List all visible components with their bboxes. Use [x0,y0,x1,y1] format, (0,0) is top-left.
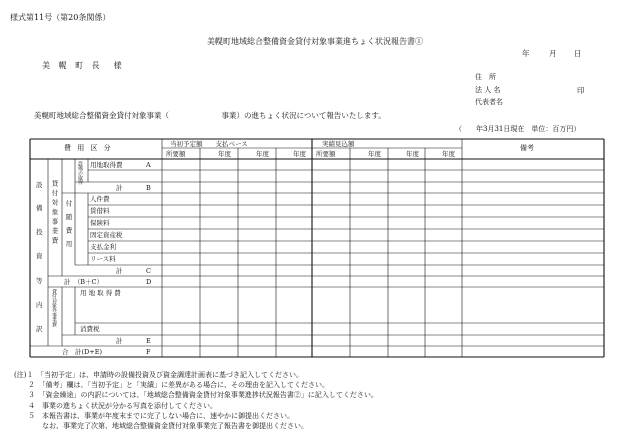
addressee: 美 幌 町 長 様 [42,61,125,70]
date-year-field[interactable]: 年 [522,49,530,58]
row-subtotal-c: 計 [116,267,123,275]
form-number: 様式第11号（第20条関係） [10,13,111,22]
remarks-header: 備考 [520,144,534,152]
ancillary-costs-label: 付随費用 [64,200,73,254]
form-title: 美幌町地域総合整備資金貸付対象事業進ちょく状況報告書① [207,37,423,46]
plan-year2-header: 年度 [256,150,269,158]
cost-category-header: 費 用 区 分 [64,144,113,152]
non-loan-project-cost-label: 貸付対象外事業費 [51,289,57,327]
address-label: 住 所 [475,73,496,81]
initial-plan-header: 当初予定額 支払ベース [170,140,248,148]
side-label-tou2: 等 [36,277,43,285]
side-label-tou: 投 [36,228,43,236]
equipment-acquisition-label: 設備の取得 [77,161,83,185]
note-1: (注)１ 「当初予定」は、申請時の設備投資及び資金調達計画表に基づき記入してください。 [14,371,303,379]
note-3: ３ 「資金繰途」の内訳については、「地域総合整備資金貸付対象事業進捗状況報告書②」に記入してください。 [14,391,378,400]
plan-year3-header: 年度 [293,150,306,158]
note-5: ５ 本報告書は、事業が年度末までに完了しない場合に、速やかに御提出ください。 [14,411,294,420]
row-lease: リース料 [90,255,116,263]
actual-estimate-header: 実績見込額 [322,140,355,148]
representative-label: 代表者名 [475,98,503,106]
side-label-uchi: 内 [36,301,43,309]
side-label-setsu: 設 [36,181,43,189]
notes-section [14,370,378,431]
row-label-d: D [146,278,152,286]
row-sum-bc: 計 （B＋C） [64,278,103,286]
row-label-b: B [146,184,151,192]
plan-total-header: 所要額 [166,150,186,158]
row-consumption-tax: 消費税 [80,325,100,333]
row-labor-cost: 人件費 [90,195,110,203]
row-land-acquisition: 用地取得費 [90,161,123,169]
plan-year1-header: 年度 [218,150,231,158]
row-grand-total: 合 計(D+E) [62,348,102,356]
row-label-e: E [146,337,151,345]
seal-mark: 印 [577,86,585,95]
row-insurance: 保険料 [90,219,110,227]
side-label-bi: 備 [36,204,43,212]
side-label-shi: 資 [36,252,43,260]
row-fixed-asset-tax: 固定資産税 [90,231,123,239]
note-2: ２ 「備考」欄は、「当初予定」と「実績」に差異がある場合に、その理由を記入してください。 [14,381,329,390]
row-subtotal-e: 計 [116,337,123,345]
report-statement: 美幌町地域総合整備資金貸付対象事業（ 事業）の進ちょく状況について報告いたします。 [34,111,386,120]
note-5-continued: なお、事業完了次第、地域総合整備資金貸付対象事業完了報告書を御提出ください。 [14,422,308,431]
row-subtotal-b: 計 [116,184,123,192]
company-name-label: 法 人 名 [475,86,501,94]
actual-year1-header: 年度 [368,150,381,158]
as-of-date-unit: （ 年3月31日現在 単位：百万円） [455,125,581,133]
note-4: ４ 事業の進ちょく状況が分かる写真を添付してください。 [14,401,217,410]
row-label-c: C [146,267,151,275]
date-month-field[interactable]: 月 [549,49,557,58]
row-rent: 賃借料 [90,207,110,215]
date-day-field[interactable]: 日 [574,49,582,58]
row-land-acquisition-2: 用 地 取 得 費 [80,289,121,297]
row-label-a: A [146,161,151,169]
actual-year2-header: 年度 [406,150,419,158]
row-label-f: F [146,348,151,356]
actual-total-header: 所要額 [316,150,336,158]
actual-year3-header: 年度 [442,150,455,158]
side-label-wake: 訳 [36,325,43,333]
loan-project-cost-label: 貸付対象事業費 [50,180,59,247]
row-interest: 支払金利 [90,243,116,251]
